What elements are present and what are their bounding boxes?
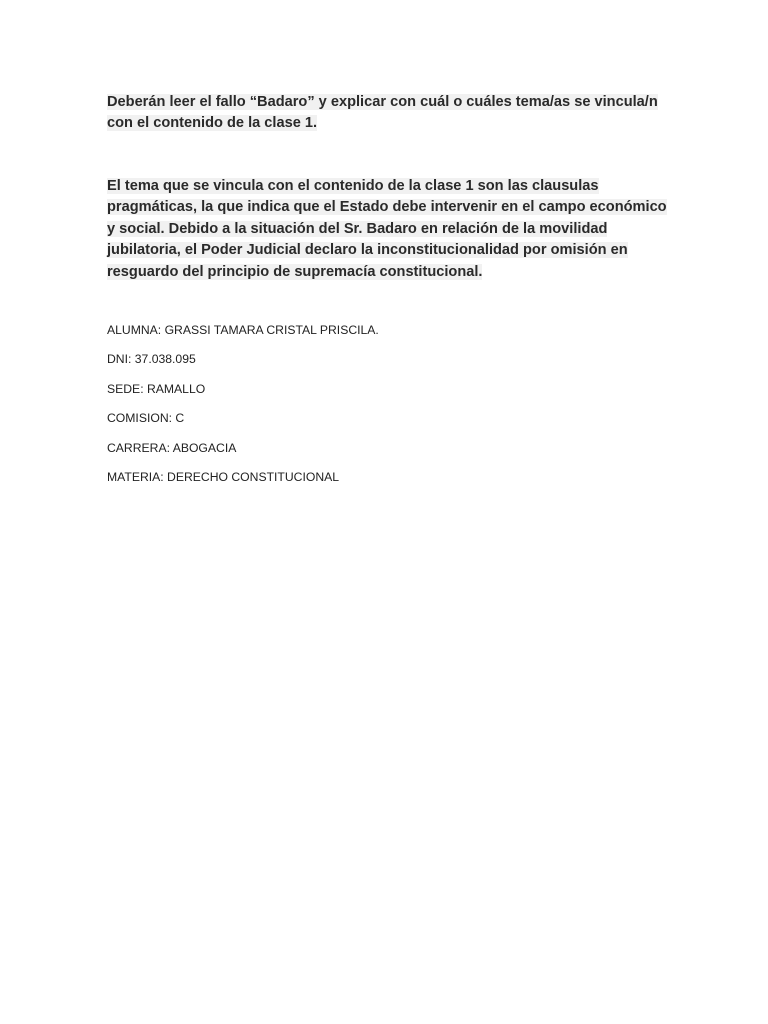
- question-paragraph: [107, 92, 667, 135]
- dni-line: DNI: 37.038.095: [107, 352, 196, 367]
- student-info-block: [107, 321, 379, 497]
- question-text: Deberán leer el fallo “Badaro” y explicar con cuál o cuáles tema/as se vincula/n con el contenido de la clase 1.: [107, 94, 658, 132]
- carrera-line: CARRERA: ABOGACIA: [107, 440, 237, 455]
- answer-paragraph: [107, 176, 667, 283]
- answer-text: El tema que se vincula con el contenido de la clase 1 son las clausulas pragmáticas, la que indica que el Estado debe intervenir en el campo económico y social. Debido a la situación del Sr. Badaro en relación de la movilidad jubilatoria, el Poder Judicial declaro la inconstitucionalidad por omisión en resguardo del principio de supremacía constitucional.: [107, 178, 667, 280]
- comision-line: COMISION: C: [107, 411, 185, 426]
- materia-line: MATERIA: DERECHO CONSTITUCIONAL: [107, 469, 340, 484]
- sede-line: SEDE: RAMALLO: [107, 381, 206, 396]
- student-name-line: ALUMNA: GRASSI TAMARA CRISTAL PRISCILA.: [107, 323, 379, 337]
